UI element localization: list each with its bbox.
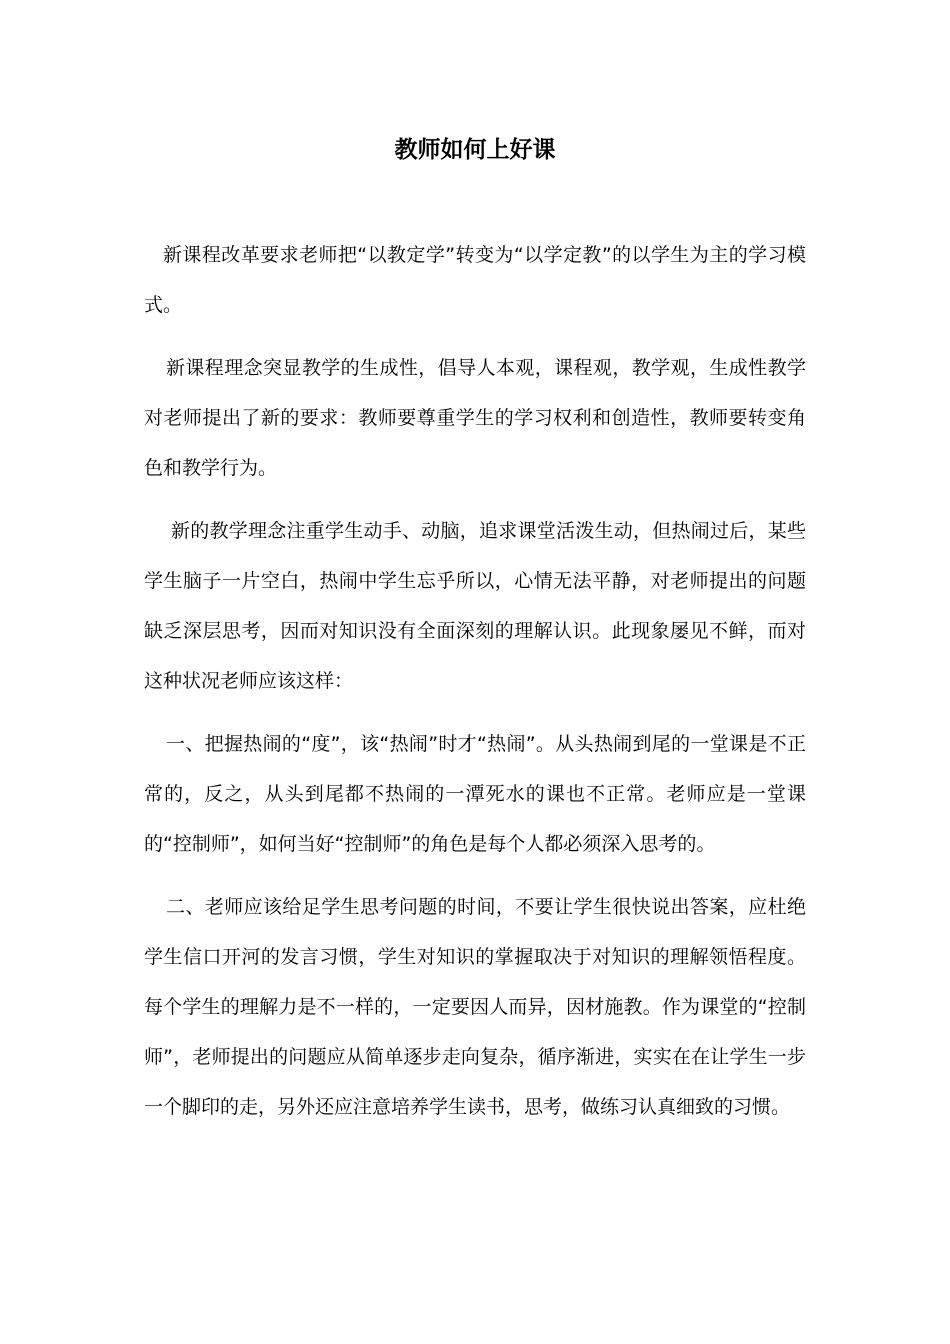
paragraph-2: 新课程理念突显教学的生成性，倡导人本观，课程观，教学观，生成性教学对老师提出了新的要求：教师要尊重学生的学习权利和创造性，教师要转变角色和教学行为。 — [144, 357, 806, 479]
document-body — [144, 230, 806, 1145]
paragraph-5: 二、老师应该给足学生思考问题的时间，不要让学生很快说出答案，应杜绝学生信口开河的发言习惯，学生对知识的掌握取决于对知识的理解领悟程度。每个学生的理解力是不一样的，一定要因人而异，因材施教。作为课堂的“控制师”，老师提出的问题应从简单逐步走向复杂，循序渐进，实实在在让学生一步一个脚印的走，另外还应注意培养学生读书，思考，做练习认真细致的习惯。 — [144, 896, 806, 1118]
paragraph-3: 新的教学理念注重学生动手、动脑，追求课堂活泼生动，但热闹过后，某些学生脑子一片空白，热闹中学生忘乎所以，心情无法平静，对老师提出的问题缺乏深层思考，因而对知识没有全面深刻的理解认识。此现象屡见不鲜，而对这种状况老师应该这样： — [144, 520, 806, 692]
document-title: 教师如何上好课 — [394, 137, 556, 163]
paragraph-4: 一、把握热闹的“度”，该“热闹”时才“热闹”。从头热闹到尾的一堂课是不正常的，反之，从头到尾都不热闹的一潭死水的课也不正常。老师应是一堂课的“控制师”，如何当好“控制师”的角色是每个人都必须深入思考的。 — [144, 733, 806, 855]
paragraph-1: 新课程改革要求老师把“以教定学”转变为“以学定教”的以学生为主的学习模式。 — [144, 244, 806, 316]
